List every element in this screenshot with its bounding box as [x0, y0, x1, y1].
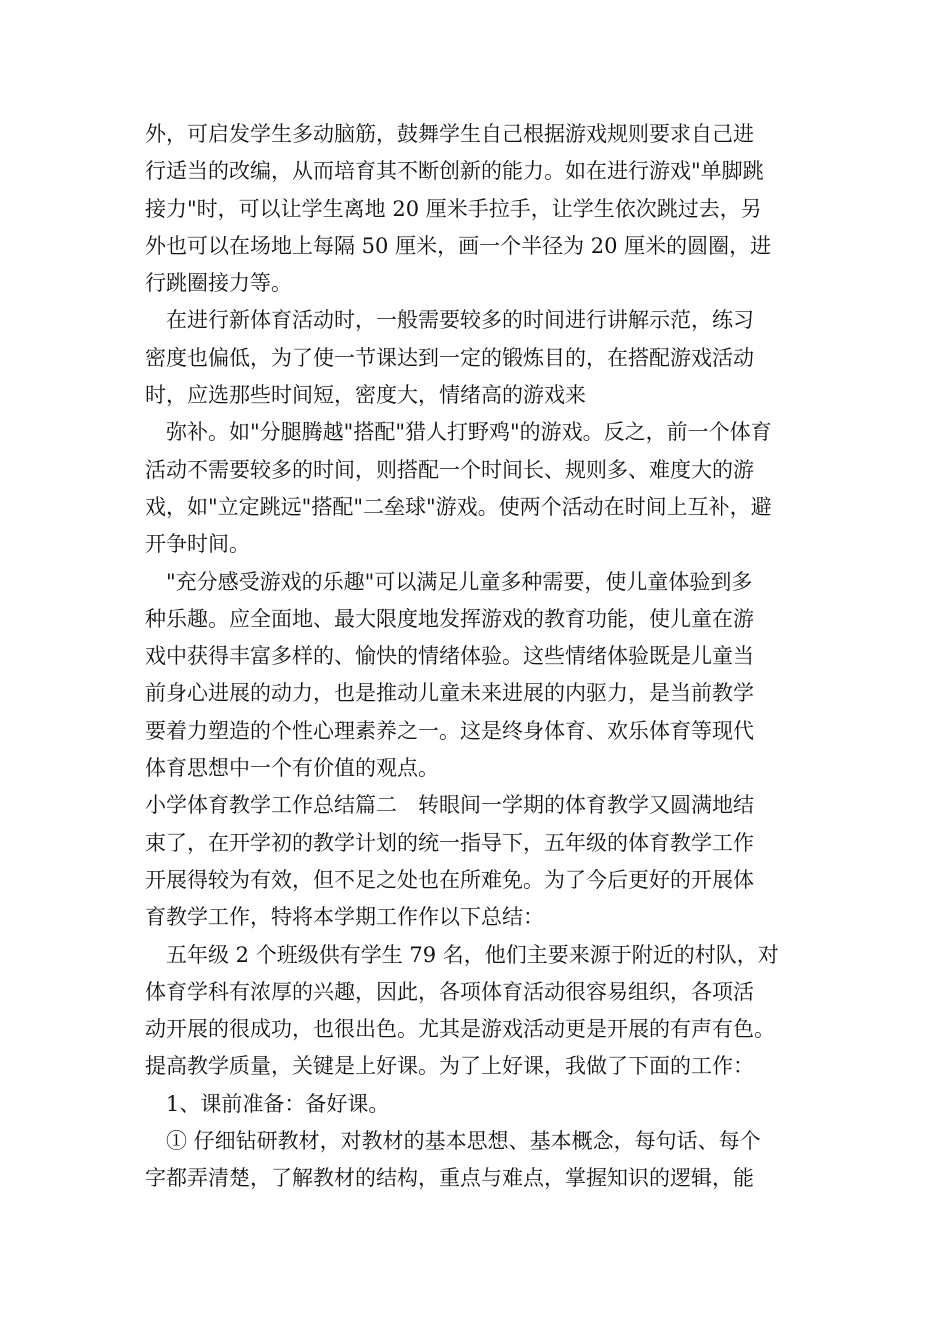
text-line: 动开展的很成功，也很出色。尤其是游戏活动更是开展的有声有色。: [145, 1017, 775, 1042]
text-line: 行跳圈接力等。: [145, 271, 292, 296]
text-line: 小学体育教学工作总结篇二 转眼间一学期的体育教学又圆满地结: [145, 793, 754, 818]
text-line: 束了，在开学初的教学计划的统一指导下，五年级的体育教学工作: [145, 830, 754, 855]
text-line: 行适当的改编，从而培育其不断创新的能力。如在进行游戏"单脚跳: [145, 159, 764, 184]
text-line: 要着力塑造的个性心理素养之一。这是终身体育、欢乐体育等现代: [145, 718, 754, 743]
text-line: 体育学科有浓厚的兴趣，因此，各项体育活动很容易组织，各项活: [145, 979, 754, 1004]
text-line: 活动不需要较多的时间，则搭配一个时间长、规则多、难度大的游: [145, 457, 754, 482]
text-line: ① 仔细钻研教材，对教材的基本思想、基本概念，每句话、每个: [166, 1129, 761, 1154]
text-line: "充分感受游戏的乐趣"可以满足儿童多种需要，使儿童体验到多: [166, 569, 753, 594]
text-line: 前身心进展的动力，也是推动儿童未来进展的内驱力，是当前教学: [145, 681, 754, 706]
text-line: 弥补。如"分腿腾越"搭配"猎人打野鸡"的游戏。反之，前一个体育: [166, 420, 772, 445]
text-line: 在进行新体育活动时，一般需要较多的时间进行讲解示范，练习: [166, 308, 754, 333]
text-line: 种乐趣。应全面地、最大限度地发挥游戏的教育功能，使儿童在游: [145, 606, 754, 631]
text-line: 时，应选那些时间短，密度大，情绪高的游戏来: [145, 383, 586, 408]
text-line: 戏，如"立定跳远"搭配"二垒球"游戏。使两个活动在时间上互补，避: [145, 494, 772, 519]
text-line: 提高教学质量，关键是上好课。为了上好课，我做了下面的工作：: [145, 1054, 754, 1079]
text-line: 外也可以在场地上每隔 50 厘米，画一个半径为 20 厘米的圆圈，进: [145, 233, 772, 258]
text-line: 外，可启发学生多动脑筋，鼓舞学生自己根据游戏规则要求自己进: [145, 122, 754, 146]
text-line: 育教学工作，特将本学期工作作以下总结：: [145, 905, 544, 930]
body-text: [145, 116, 825, 1198]
text-line: 密度也偏低，为了使一节课达到一定的锻炼目的，在搭配游戏活动: [145, 345, 754, 370]
text-line: 开争时间。: [145, 532, 250, 557]
text-line: 1、课前准备：备好课。: [166, 1091, 390, 1116]
text-line: 体育思想中一个有价值的观点。: [145, 756, 439, 781]
text-line: 五年级 2 个班级供有学生 79 名，他们主要来源于附近的村队，对: [166, 942, 779, 967]
text-line: 字都弄清楚，了解教材的结构，重点与难点，掌握知识的逻辑，能: [145, 1166, 754, 1191]
text-line: 接力"时，可以让学生离地 20 厘米手拉手，让学生依次跳过去，另: [145, 196, 762, 221]
text-line: 戏中获得丰富多样的、愉快的情绪体验。这些情绪体验既是儿童当: [145, 644, 754, 669]
text-line: 开展得较为有效，但不足之处也在所难免。为了今后更好的开展体: [145, 867, 754, 892]
